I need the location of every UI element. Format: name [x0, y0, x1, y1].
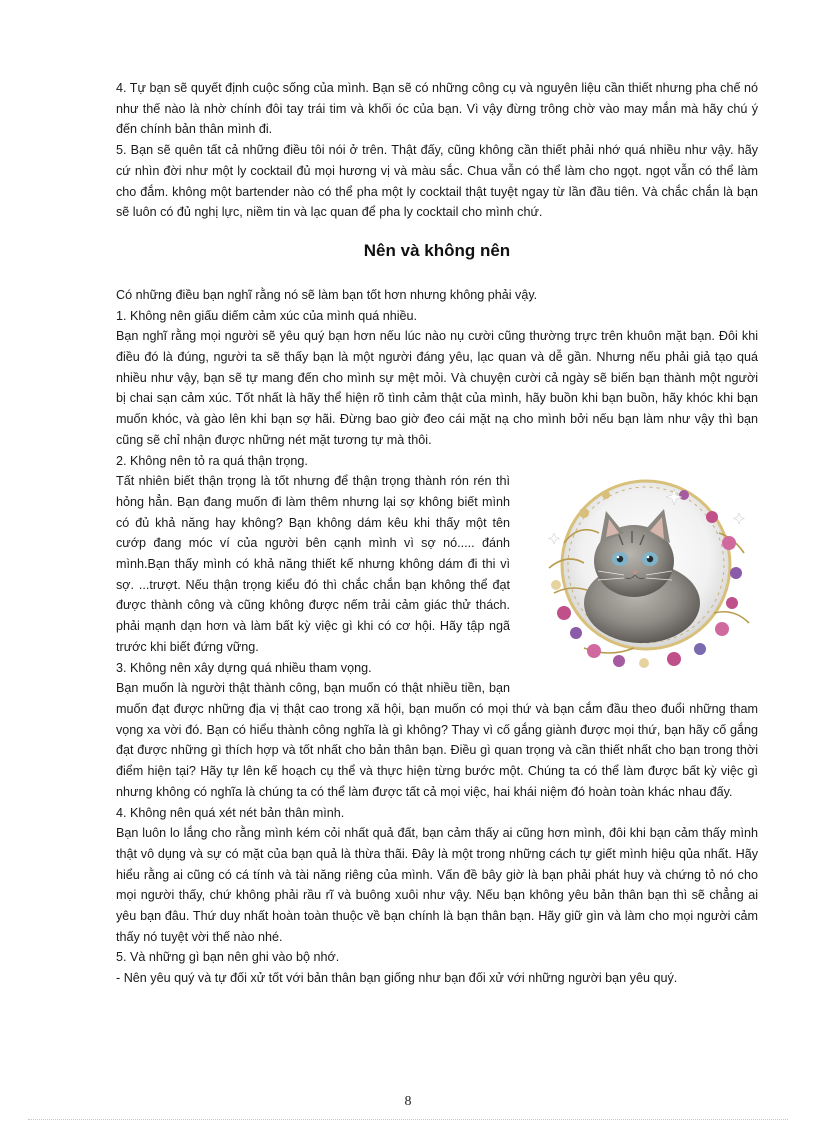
item-2-body: Tất nhiên biết thận trọng là tốt nhưng để thận trọng thành rón rén thì hỏng hẳn. Bạn đang muốn đi làm thêm nhưng lại sợ không biết mình có đủ khả năng hay không? Bạn không dám kêu khi thấy một tên cướp đang móc ví của người bên cạnh mình vì sợ nó..... đánh mình.Bạn thấy mình có khả năng thiết kế nhưng không dám đi thi vì sợ. ...trượt. Nếu thận trọng kiểu đó thì chắc chắn bạn không thể đạt được thành công và cũng không được nếm trải cảm giác thử thách. phải mạnh dạn hơn và làm bất kỳ việc gì khi có cơ hội. Hãy tập ngã trước khi biết đứng vững.	[116, 474, 510, 654]
page-content	[116, 78, 758, 989]
item-1-body: Bạn nghĩ rằng mọi người sẽ yêu quý bạn hơn nếu lúc nào nụ cười cũng thường trực trên khuôn mặt bạn. Đôi khi điều đó là đúng, người ta sẽ thấy bạn là một người đáng yêu, lạc quan và dễ gần. Nhưng nếu phải giả tạo quá nhiều như vậy, bạn sẽ tự mang đến cho mình sự mệt mỏi. Và chuyện cười cả ngày sẽ biến bạn thành một người bị chai sạn cảm xúc. Tốt nhất là hãy thể hiện rõ tình cảm thật của mình, hãy buồn khi bạn buồn, hãy khóc khi bạn muốn khóc, và gào lên khi bạn sợ hãi. Đừng bao giờ đeo cái mặt nạ cho mình bởi nếu bạn làm như vậy thì bạn cũng sẽ chỉ nhận được những nét mặt tương tự mà thôi.	[116, 329, 758, 447]
paragraph-intro: Có những điều bạn nghĩ rằng nó sẽ làm bạn tốt hơn nhưng không phải vậy.	[116, 287, 538, 302]
paragraph-tip-4: 4. Tự bạn sẽ quyết định cuộc sống của mình. Bạn sẽ có những công cụ và nguyên liệu cần thiết nhưng pha chế nó như thế nào là nhờ chính đôi tay trái tim và khối óc của bạn. Vì vậy đừng trông chờ vào may mắn mà hãy chú ý đến chính bản thân mình đi.	[116, 81, 758, 137]
footer-divider	[28, 1119, 788, 1120]
item-4-body: Bạn luôn lo lắng cho rằng mình kém cỏi nhất quả đất, bạn cảm thấy ai cũng hơn mình, đôi khi bạn cảm thấy mình thật vô dụng và sự có mặt của bạn quả là thừa thãi. Đây là một trong những cách tự giết mình hiệu qủa nhất. Hãy hiểu rằng ai cũng có cá tính và tài năng riêng của mình. Vấn đề bây giờ là bạn phải phát huy và chứng tỏ nó cho mọi người thấy, chứ không phải rầu rĩ và buông xuôi như vậy. Nếu bạn không yêu bản thân bạn thì sẽ chẳng ai yêu bạn đâu. Thứ duy nhất hoàn toàn thuộc về bạn chính là bạn thân bạn. Hãy giữ gìn và làm cho mọi người cảm thấy nó tuyệt vời thế nào nhé.	[116, 826, 758, 944]
item-5-body: - Nên yêu quý và tự đối xử tốt với bản thân bạn giống như bạn đối xử với những người bạn yêu quý.	[116, 971, 678, 986]
item-3-body: Bạn muốn là người thật thành công, bạn muốn có thật nhiều tiền, bạn muốn đạt được những địa vị thật cao trong xã hội, bạn muốn có mọi thứ và bạn cắm đầu theo đuổi những tham vọng xa vời đó. Bạn có hiểu thành công nghĩa là gì không? Thay vì cố gắng giành được mọi thứ, bạn hãy cố gắng đạt được những gì thích hợp và tốt nhất cho bản thân bạn. Điều gì quan trọng và cần thiết nhất cho bạn trong thời điểm hiện tại? Hãy tự lên kế hoạch cụ thể và thực hiện từng bước một. Chúng ta có thể làm được bất kỳ việc gì nhưng không có nghĩa là chúng ta có thể làm được tất cả mọi việc, hai khái niệm đó hoàn toàn khác nhau đấy.	[116, 681, 758, 799]
item-4-title: 4. Không nên quá xét nét bản thân mình.	[116, 805, 345, 820]
item-1-title: 1. Không nên giấu diếm cảm xúc của mình quá nhiều.	[116, 308, 418, 323]
kitten-wreath-image	[524, 473, 764, 681]
item-2-title: 2. Không nên tỏ ra quá thận trọng.	[116, 453, 308, 468]
page-number: 8	[404, 1094, 412, 1109]
item-3-title: 3. Không nên xây dựng quá nhiều tham vọng.	[116, 660, 372, 675]
item-5-title: 5. Và những gì bạn nên ghi vào bộ nhớ.	[116, 950, 340, 965]
section-heading: Nên và không nên	[363, 240, 511, 260]
paragraph-tip-5: 5. Bạn sẽ quên tất cả những điều tôi nói ở trên. Thật đấy, cũng không cần thiết phải nhớ quá nhiều như vậy. hãy cứ nhìn đời như một ly cocktail đủ mọi hương vị và màu sắc. Chua vẫn có thể làm cho ngọt. ngọt vẫn có thể làm cho đắm. không một bartender nào có thể pha một ly cocktail thật tuyệt ngay từ lần đầu tiên. Và chắc chắn là bạn sẽ luôn có đủ nghị lực, niềm tin và lạc quan để pha ly cocktail cho mình chứ.	[116, 143, 758, 220]
